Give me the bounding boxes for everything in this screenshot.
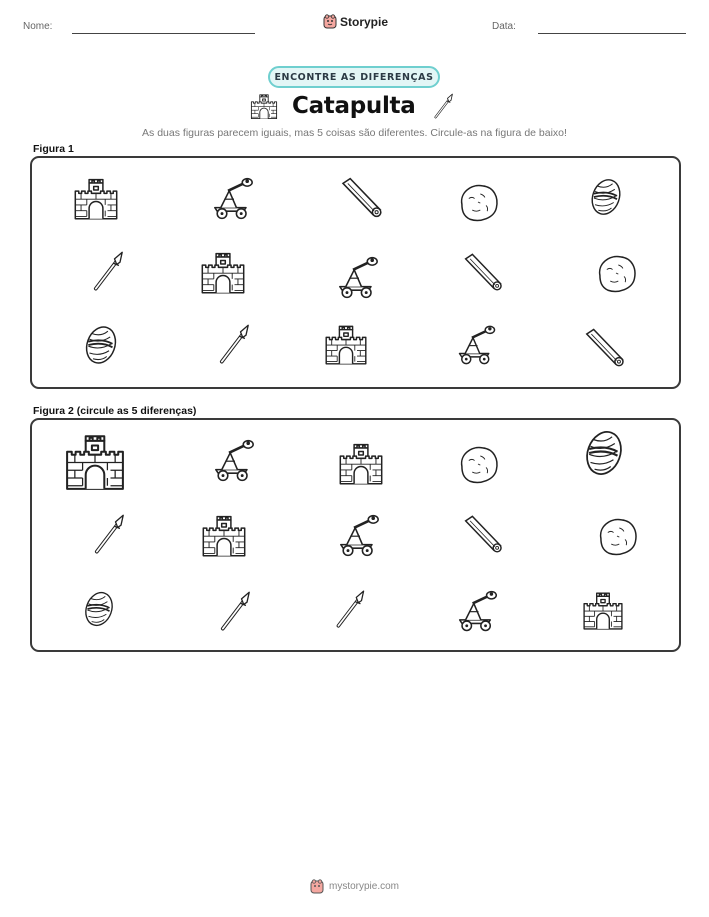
log-icon xyxy=(466,254,501,289)
footer xyxy=(0,879,709,894)
spear-icon xyxy=(96,252,122,288)
date-label: Data: xyxy=(492,21,516,32)
log-icon[interactable] xyxy=(466,516,501,551)
figure2-panel[interactable] xyxy=(30,418,681,652)
footer-url[interactable]: mystorypie.com xyxy=(328,881,399,892)
rock-icon[interactable] xyxy=(601,520,636,555)
instructions: As duas figuras parecem iguais, mas 5 coisas são diferentes. Circule-as na figura de baixo! xyxy=(142,127,567,139)
date-line[interactable] xyxy=(538,33,686,34)
castle-icon xyxy=(202,254,243,293)
log-icon xyxy=(343,179,381,217)
rope-icon[interactable] xyxy=(581,427,626,479)
castle-icon[interactable] xyxy=(67,436,123,489)
title-spear-icon xyxy=(430,92,458,125)
activity-badge: ENCONTRE AS DIFERENÇAS xyxy=(268,66,440,88)
spear-icon[interactable] xyxy=(97,515,123,551)
figure1-panel xyxy=(30,156,681,389)
brand-logo xyxy=(323,14,388,29)
rope-icon xyxy=(588,176,625,218)
catapult-icon[interactable] xyxy=(216,441,253,481)
spear-icon[interactable] xyxy=(223,592,249,628)
figure2-scene[interactable] xyxy=(32,420,679,650)
figure2-label: Figura 2 (circule as 5 diferenças) xyxy=(33,405,197,417)
storypie-mascot-icon xyxy=(323,14,337,29)
rock-icon xyxy=(600,257,635,292)
spear-icon[interactable] xyxy=(338,591,363,626)
title-castle-icon xyxy=(250,92,278,125)
catapult-icon xyxy=(215,179,252,219)
log-icon xyxy=(587,329,623,365)
rope-icon xyxy=(82,323,121,367)
page-title: Catapulta xyxy=(292,93,416,119)
rock-icon[interactable] xyxy=(462,448,497,483)
catapult-icon[interactable] xyxy=(341,516,378,556)
castle-icon[interactable] xyxy=(340,445,381,484)
figure1-label: Figura 1 xyxy=(33,143,74,155)
figure1-scene xyxy=(32,158,679,387)
castle-icon xyxy=(75,180,116,219)
castle-icon[interactable] xyxy=(584,593,622,629)
storypie-mascot-icon xyxy=(310,879,324,894)
castle-icon xyxy=(326,326,366,363)
rock-icon xyxy=(462,186,497,221)
castle-icon[interactable] xyxy=(203,517,244,556)
catapult-icon[interactable] xyxy=(460,592,497,631)
rope-icon[interactable] xyxy=(81,589,116,629)
name-label: Nome: xyxy=(23,21,53,32)
catapult-icon xyxy=(460,326,495,363)
name-line[interactable] xyxy=(72,33,255,34)
brand-name: Storypie xyxy=(340,14,389,29)
spear-icon xyxy=(222,325,248,361)
catapult-icon xyxy=(340,258,377,298)
